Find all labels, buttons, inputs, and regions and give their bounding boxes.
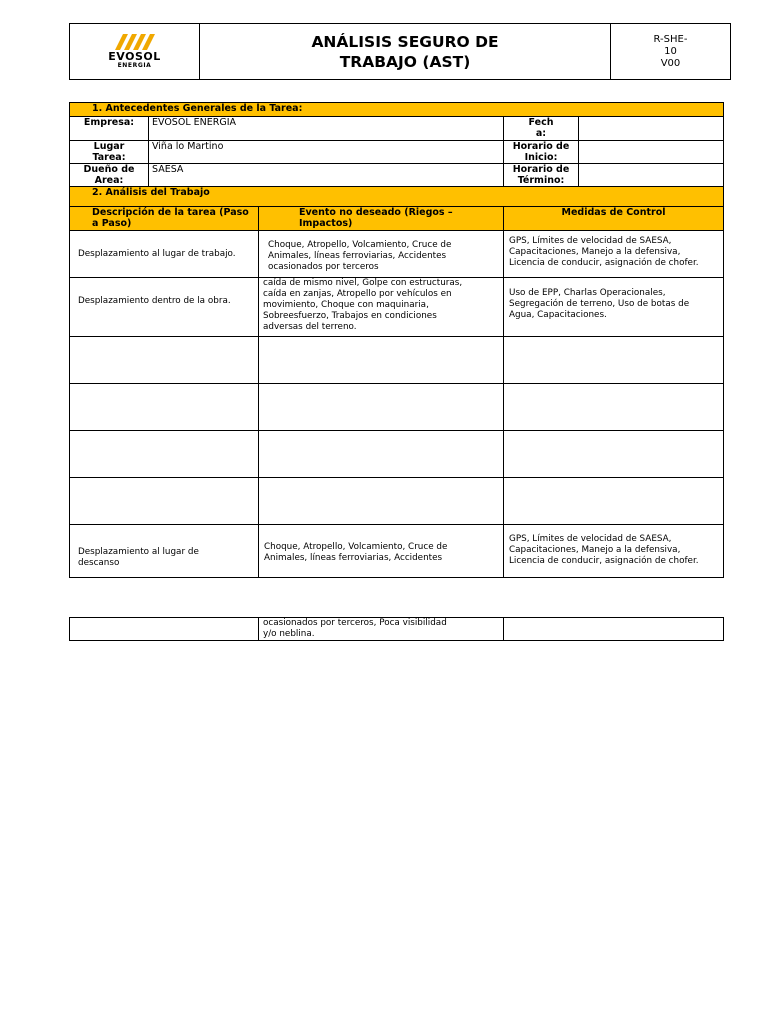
ast-form: [69, 102, 724, 578]
medidas-cell[interactable]: GPS, Límites de velocidad de SAESA, Capacitaciones, Manejo a la defensiva, Licencia de conducir, asignación de chofer.: [504, 525, 724, 578]
tarea-cell[interactable]: [70, 431, 259, 478]
tarea-cell[interactable]: Desplazamiento al lugar de trabajo.: [70, 231, 259, 278]
col-header-evento: Evento no deseado (Riegos – Impactos): [259, 207, 504, 231]
horario-inicio-label: Horario de Inicio:: [504, 141, 579, 164]
document-code-line1: R-SHE-: [653, 33, 688, 45]
evento-cell[interactable]: [259, 384, 504, 431]
medidas-cell[interactable]: [504, 618, 724, 641]
evento-cell[interactable]: [259, 337, 504, 384]
medidas-cell[interactable]: [504, 478, 724, 525]
continuation-table: [69, 617, 724, 641]
table-row: [70, 384, 724, 431]
section1-title: 1. Antecedentes Generales de la Tarea:: [70, 103, 724, 117]
tarea-cell[interactable]: Desplazamiento dentro de la obra.: [70, 278, 259, 337]
document-header: [69, 23, 731, 80]
evento-cell[interactable]: [259, 478, 504, 525]
col-header-descripcion: Descripción de la tarea (Paso a Paso): [70, 207, 259, 231]
logo-brand: EVOSOL: [108, 50, 161, 63]
table-row: [70, 478, 724, 525]
empresa-label: Empresa:: [70, 117, 149, 141]
tarea-cell[interactable]: [70, 337, 259, 384]
code-cell: [611, 24, 731, 80]
dueno-area-label: Dueño de Area:: [70, 164, 149, 187]
medidas-cell[interactable]: GPS, Límites de velocidad de SAESA, Capacitaciones, Manejo a la defensiva, Licencia de conducir, asignación de chofer.: [504, 231, 724, 278]
col-header-medidas: Medidas de Control: [504, 207, 724, 231]
horario-termino-field[interactable]: [579, 164, 724, 187]
medidas-cell[interactable]: Uso de EPP, Charlas Operacionales, Segregación de terreno, Uso de botas de Agua, Capacitaciones.: [504, 278, 724, 337]
medidas-cell[interactable]: [504, 384, 724, 431]
table-row: [70, 337, 724, 384]
document-title-line1: ANÁLISIS SEGURO DE: [311, 32, 499, 51]
lugar-tarea-field[interactable]: Viña lo Martino: [149, 141, 504, 164]
logo-subtitle: ENERGIA: [117, 62, 152, 69]
table-row: [70, 278, 724, 337]
section2-title: 2. Análisis del Trabajo: [70, 187, 724, 207]
title-cell: [200, 24, 611, 80]
document-title-line2: TRABAJO (AST): [339, 52, 471, 71]
medidas-cell[interactable]: [504, 431, 724, 478]
dueno-area-field[interactable]: SAESA: [149, 164, 504, 187]
tarea-cell[interactable]: [70, 478, 259, 525]
empresa-field[interactable]: EVOSOL ENERGIA: [149, 117, 504, 141]
evento-cell[interactable]: [259, 431, 504, 478]
evento-cell[interactable]: caída de mismo nivel, Golpe con estructuras, caída en zanjas, Atropello por vehículos en movimiento, Choque con maquinaria, Sobreesfuerzo, Trabajos en condiciones adversas del terreno.: [259, 278, 504, 337]
fecha-label: Fech a:: [504, 117, 579, 141]
evento-cell[interactable]: Choque, Atropello, Volcamiento, Cruce de Animales, líneas ferroviarias, Accidentes ocasionados por terceros: [259, 231, 504, 278]
evento-cell[interactable]: Choque, Atropello, Volcamiento, Cruce de Animales, líneas ferroviarias, Accidentes: [259, 525, 504, 578]
evosol-logo-icon: [105, 34, 165, 50]
document-code-line2: 10: [664, 45, 677, 57]
tarea-cell[interactable]: [70, 384, 259, 431]
tarea-cell[interactable]: Desplazamiento al lugar de descanso: [70, 525, 259, 578]
tarea-cell[interactable]: [70, 618, 259, 641]
fecha-field[interactable]: [579, 117, 724, 141]
table-row: [70, 618, 724, 641]
medidas-cell[interactable]: [504, 337, 724, 384]
table-row: [70, 231, 724, 278]
logo-cell: [70, 24, 200, 80]
horario-termino-label: Horario de Término:: [504, 164, 579, 187]
document-version: V00: [660, 57, 681, 69]
horario-inicio-field[interactable]: [579, 141, 724, 164]
table-row: [70, 431, 724, 478]
lugar-tarea-label: Lugar Tarea:: [70, 141, 149, 164]
evento-cell[interactable]: ocasionados por terceros, Poca visibilidad y/o neblina.: [259, 618, 504, 641]
table-row: [70, 525, 724, 578]
